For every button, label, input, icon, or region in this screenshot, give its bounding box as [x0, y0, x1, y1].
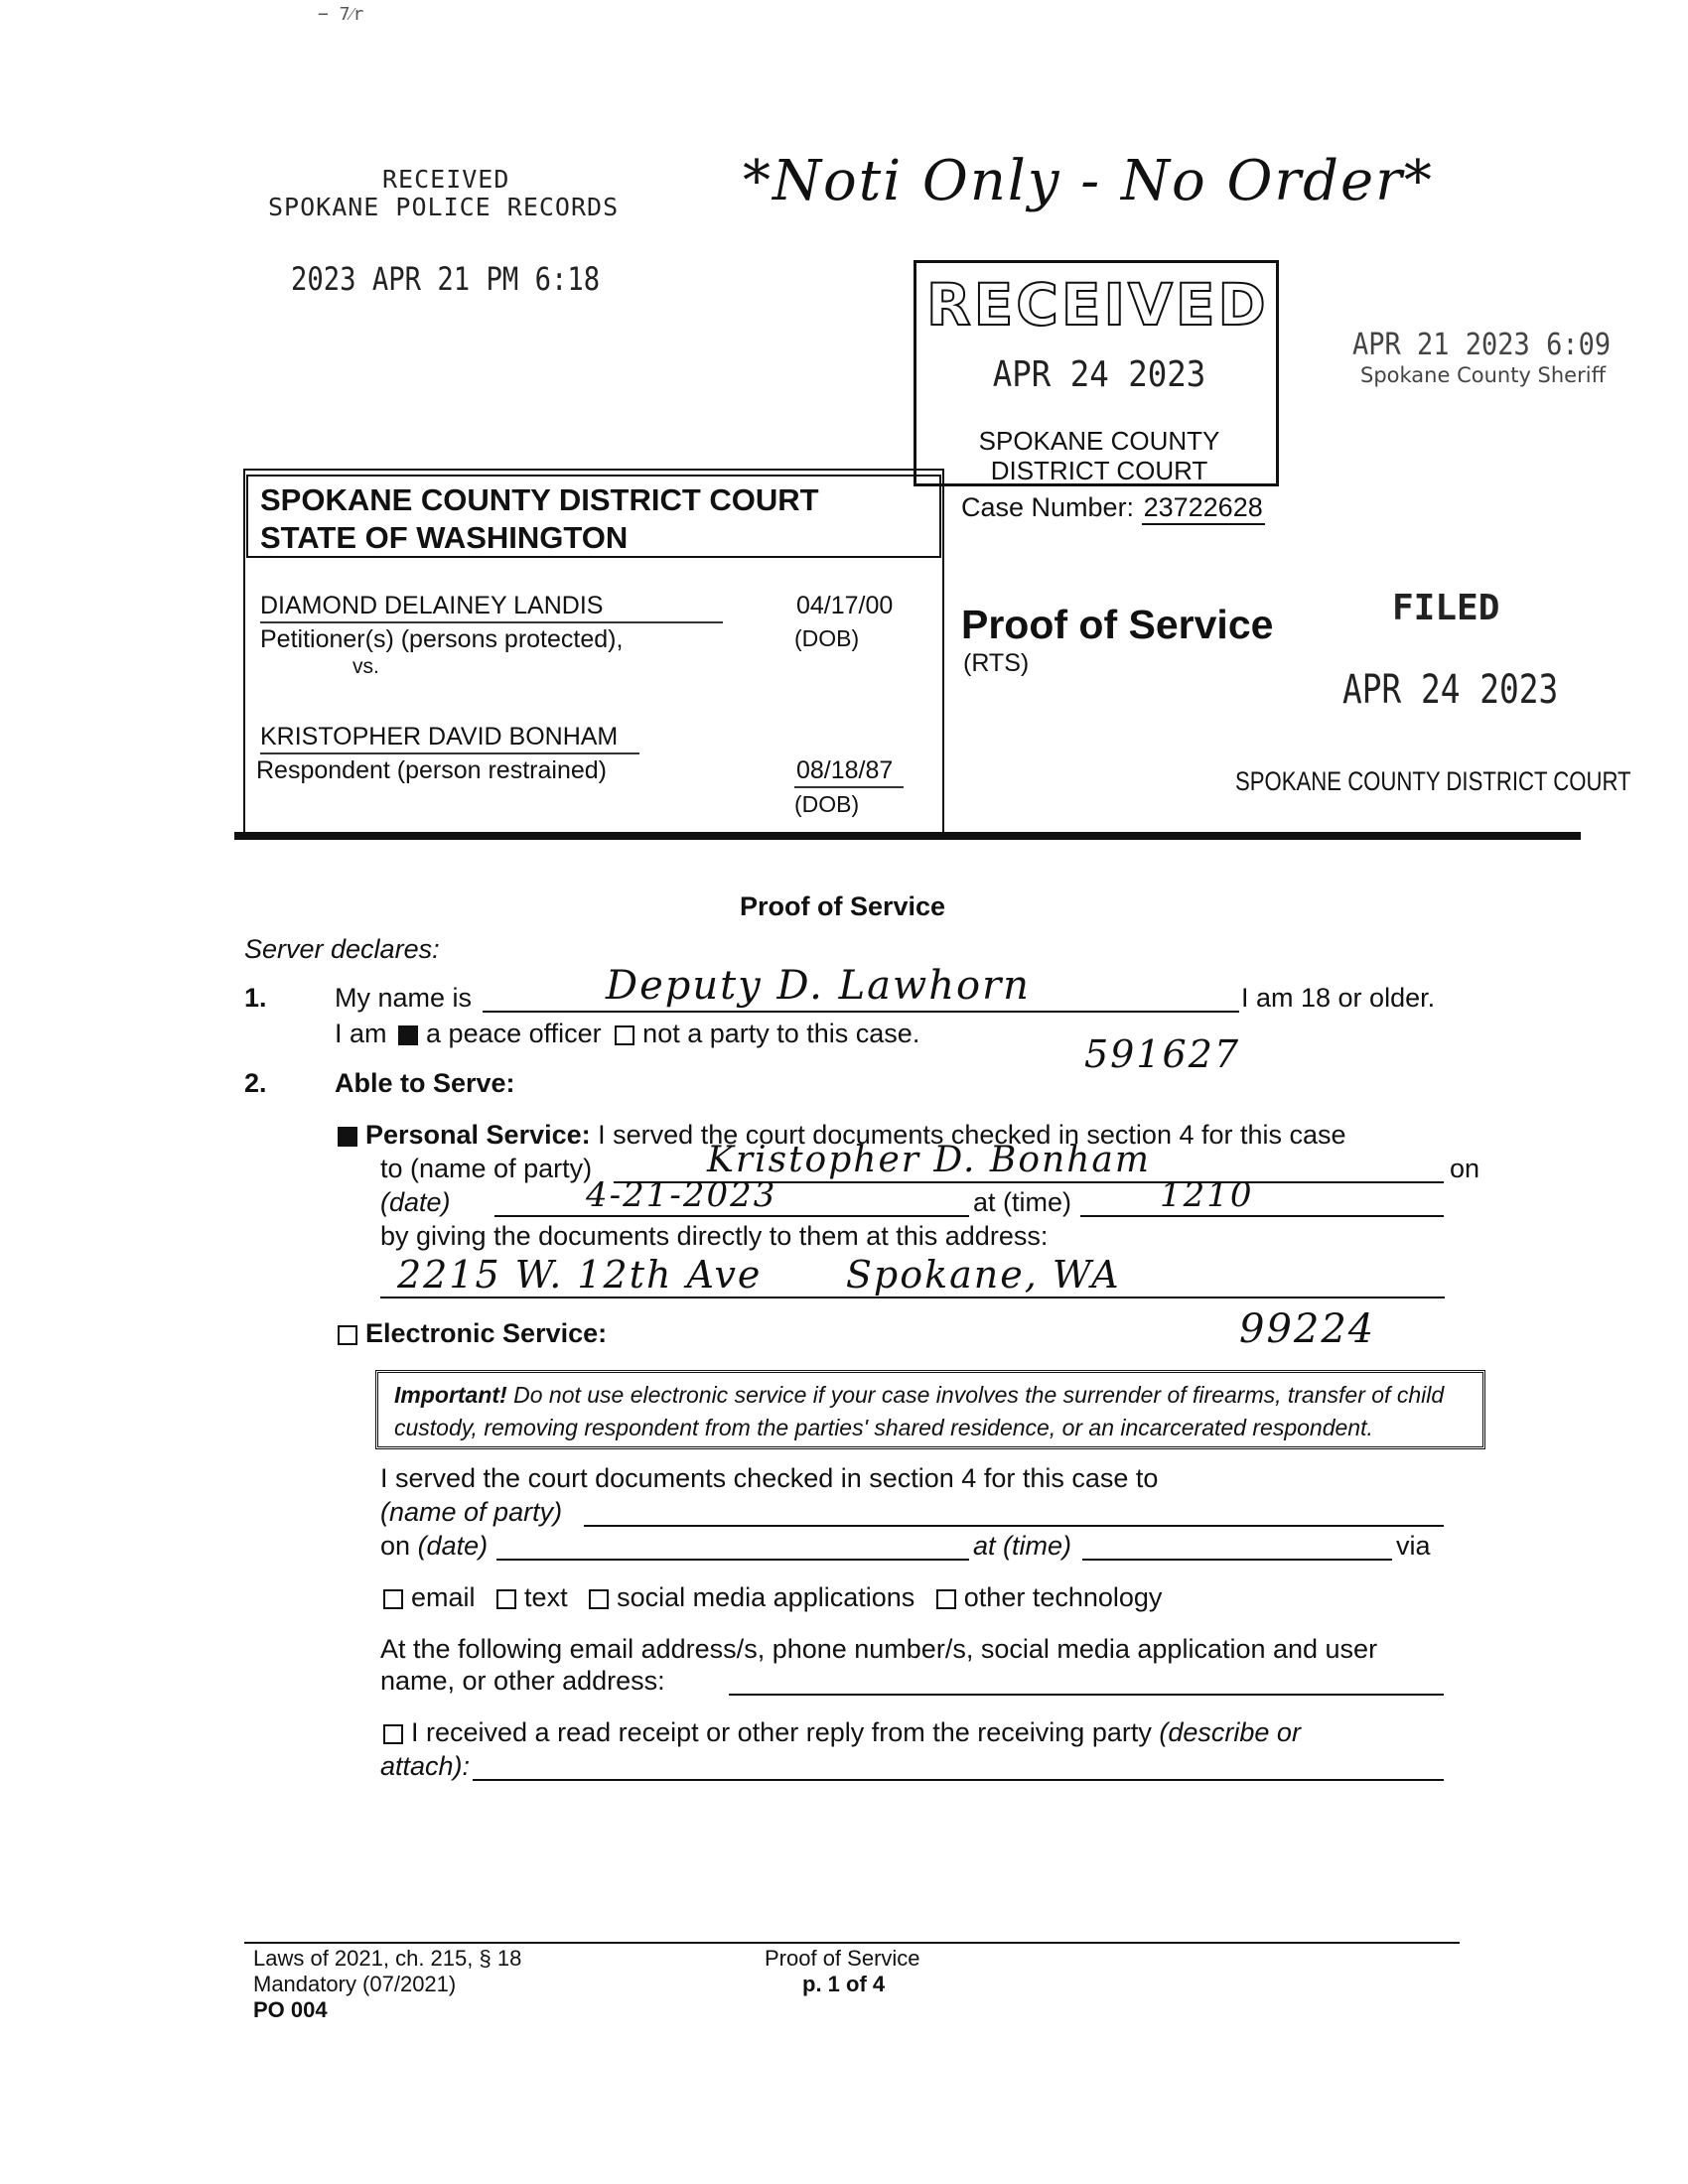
court-name-box — [246, 475, 941, 558]
case-number-label: Case Number: — [961, 492, 1135, 522]
important-box — [375, 1370, 1485, 1449]
vs-label: vs. — [352, 655, 379, 678]
personal-address-label: by giving the documents directly to them at this address: — [380, 1221, 1049, 1251]
receipt-row — [383, 1717, 1301, 1748]
receipt-italic: (describe or — [1159, 1717, 1301, 1747]
method-text-label: text — [524, 1582, 568, 1612]
electronic-address-text2: name, or other address: — [380, 1666, 665, 1696]
method-social-checkbox[interactable] — [589, 1589, 609, 1609]
method-email-checkbox[interactable] — [383, 1589, 403, 1609]
police-stamp-line1: RECEIVED — [382, 165, 510, 194]
caption-left-line — [243, 469, 245, 834]
method-email-label: email — [411, 1582, 476, 1612]
personal-zip: 99224 — [1239, 1306, 1376, 1352]
received-stamp-line2: DISTRICT COURT — [990, 456, 1208, 485]
doc-subtitle: (RTS) — [963, 649, 1030, 677]
filed-label: FILED — [1392, 588, 1500, 628]
court-line1: SPOKANE COUNTY DISTRICT COURT — [260, 482, 819, 517]
personal-time-value: 1210 — [1160, 1175, 1254, 1215]
personal-service-text: I served the court documents checked in section 4 for this case — [598, 1120, 1346, 1150]
not-party-label: not a party to this case. — [642, 1019, 920, 1048]
electronic-date-line — [496, 1559, 969, 1561]
important-label: Important! — [394, 1382, 507, 1408]
method-social-label: social media applications — [617, 1582, 915, 1612]
caption-top-line — [243, 469, 944, 471]
personal-to-label: to (name of party) — [380, 1154, 593, 1183]
personal-date-value: 4-21-2023 — [586, 1175, 777, 1215]
handwritten-note: *Noti Only - No Order* — [743, 149, 1434, 213]
received-stamp-title: RECEIVED — [926, 271, 1269, 339]
respondent-dob-label: (DOB) — [794, 791, 860, 817]
electronic-methods — [383, 1582, 1162, 1613]
respondent-name: KRISTOPHER DAVID BONHAM — [260, 723, 619, 751]
caption-bottom-bar — [234, 832, 1581, 840]
electronic-address-text1: At the following email address/s, phone number/s, social media application and user — [380, 1634, 1378, 1664]
electronic-service-checkbox[interactable] — [338, 1325, 357, 1345]
receipt-checkbox[interactable] — [383, 1724, 403, 1744]
electronic-time-line — [1082, 1559, 1392, 1561]
electronic-on-label: on — [380, 1531, 411, 1561]
received-stamp-line1: SPOKANE COUNTY — [978, 426, 1220, 456]
section-title: Proof of Service — [740, 891, 946, 921]
police-stamp-date: 2023 APR 21 PM 6:18 — [291, 260, 601, 298]
petitioner-name: DIAMOND DELAINEY LANDIS — [260, 592, 604, 619]
personal-address-line — [380, 1297, 1445, 1298]
caption-divider — [942, 469, 944, 836]
scan-mark: − 7⁄r — [318, 4, 364, 25]
filed-court: SPOKANE COUNTY DISTRICT COURT — [1235, 766, 1631, 796]
respondent-label: Respondent (person restrained) — [256, 756, 607, 784]
electronic-name-line — [584, 1525, 1444, 1527]
footer-center1: Proof of Service — [765, 1946, 920, 1971]
item1-text-post: I am 18 or older. — [1241, 983, 1436, 1013]
footer-center2: p. 1 of 4 — [802, 1972, 886, 1996]
electronic-via-label: via — [1396, 1531, 1431, 1561]
item1-badge: 591627 — [1084, 1032, 1241, 1076]
filed-date: APR 24 2023 — [1342, 667, 1559, 713]
police-stamp-line2: SPOKANE POLICE RECORDS — [268, 193, 620, 221]
method-text-checkbox[interactable] — [496, 1589, 516, 1609]
electronic-name-label: (name of party) — [380, 1497, 563, 1527]
electronic-address-line — [729, 1694, 1444, 1696]
footer-rule — [244, 1942, 1460, 1944]
footer-left3: PO 004 — [253, 1997, 328, 2022]
received-stamp-date: APR 24 2023 — [992, 354, 1206, 395]
item1-number: 1. — [244, 983, 267, 1013]
case-number-row — [961, 492, 1265, 525]
petitioner-dob-label: (DOB) — [794, 625, 860, 651]
footer-left2: Mandatory (07/2021) — [253, 1972, 457, 1996]
not-party-checkbox[interactable] — [615, 1025, 634, 1045]
footer-left1: Laws of 2021, ch. 215, § 18 — [253, 1946, 522, 1971]
item1-line2-pre: I am — [335, 1019, 387, 1048]
item1-name-value: Deputy D. Lawhorn — [606, 963, 1031, 1009]
important-text: Do not use electronic service if your case involves the surrender of firearms, transfer of child custody, removing respondent from the parties' shared residence, or an incarcerated respondent. — [394, 1382, 1445, 1440]
electronic-service-row — [338, 1318, 607, 1349]
personal-party-name: Kristopher D. Bonham — [707, 1140, 1151, 1180]
peace-officer-checkbox[interactable] — [398, 1025, 418, 1045]
receipt-line — [473, 1779, 1444, 1781]
petitioner-dob: 04/17/00 — [796, 592, 894, 619]
received-stamp — [914, 260, 1279, 486]
method-other-checkbox[interactable] — [936, 1589, 956, 1609]
respondent-dob-line — [794, 786, 904, 788]
receipt-text: I received a read receipt or other reply from the receiving party — [411, 1717, 1152, 1747]
electronic-date-row — [380, 1531, 488, 1562]
electronic-date-label: (date) — [417, 1531, 489, 1561]
server-declares: Server declares: — [244, 934, 440, 964]
method-other-label: other technology — [963, 1582, 1163, 1612]
personal-time-label: at (time) — [973, 1187, 1072, 1217]
sheriff-stamp-date: APR 21 2023 6:09 — [1352, 328, 1612, 362]
item1-text-pre: My name is — [335, 983, 473, 1013]
peace-officer-label: a peace officer — [426, 1019, 602, 1048]
item2-title: Able to Serve: — [335, 1068, 515, 1098]
receipt-line2: attach): — [380, 1751, 471, 1781]
petitioner-line — [260, 621, 723, 623]
item1-name-line — [483, 1011, 1239, 1013]
personal-service-checkbox[interactable] — [338, 1127, 357, 1147]
sheriff-stamp-agency: Spokane County Sheriff — [1360, 363, 1607, 387]
doc-title: Proof of Service — [961, 602, 1274, 647]
electronic-service-label: Electronic Service: — [365, 1318, 608, 1348]
respondent-line — [260, 752, 639, 754]
personal-on-label: on — [1450, 1154, 1480, 1183]
respondent-dob: 08/18/87 — [796, 756, 894, 784]
personal-date-line — [494, 1215, 969, 1217]
personal-date-label: (date) — [380, 1187, 451, 1217]
case-number-value: 23722628 — [1142, 492, 1265, 525]
court-line2: STATE OF WASHINGTON — [260, 520, 629, 555]
electronic-served-text: I served the court documents checked in section 4 for this case to — [380, 1463, 1159, 1493]
petitioner-label: Petitioner(s) (persons protected), — [260, 625, 624, 653]
personal-address-value: 2215 W. 12th Ave Spokane, WA — [397, 1253, 1121, 1297]
item1-line2 — [335, 1019, 919, 1049]
personal-time-line — [1080, 1215, 1444, 1217]
item2-number: 2. — [244, 1068, 267, 1098]
personal-service-label: Personal Service: — [365, 1120, 591, 1150]
electronic-time-label: at (time) — [973, 1531, 1072, 1561]
